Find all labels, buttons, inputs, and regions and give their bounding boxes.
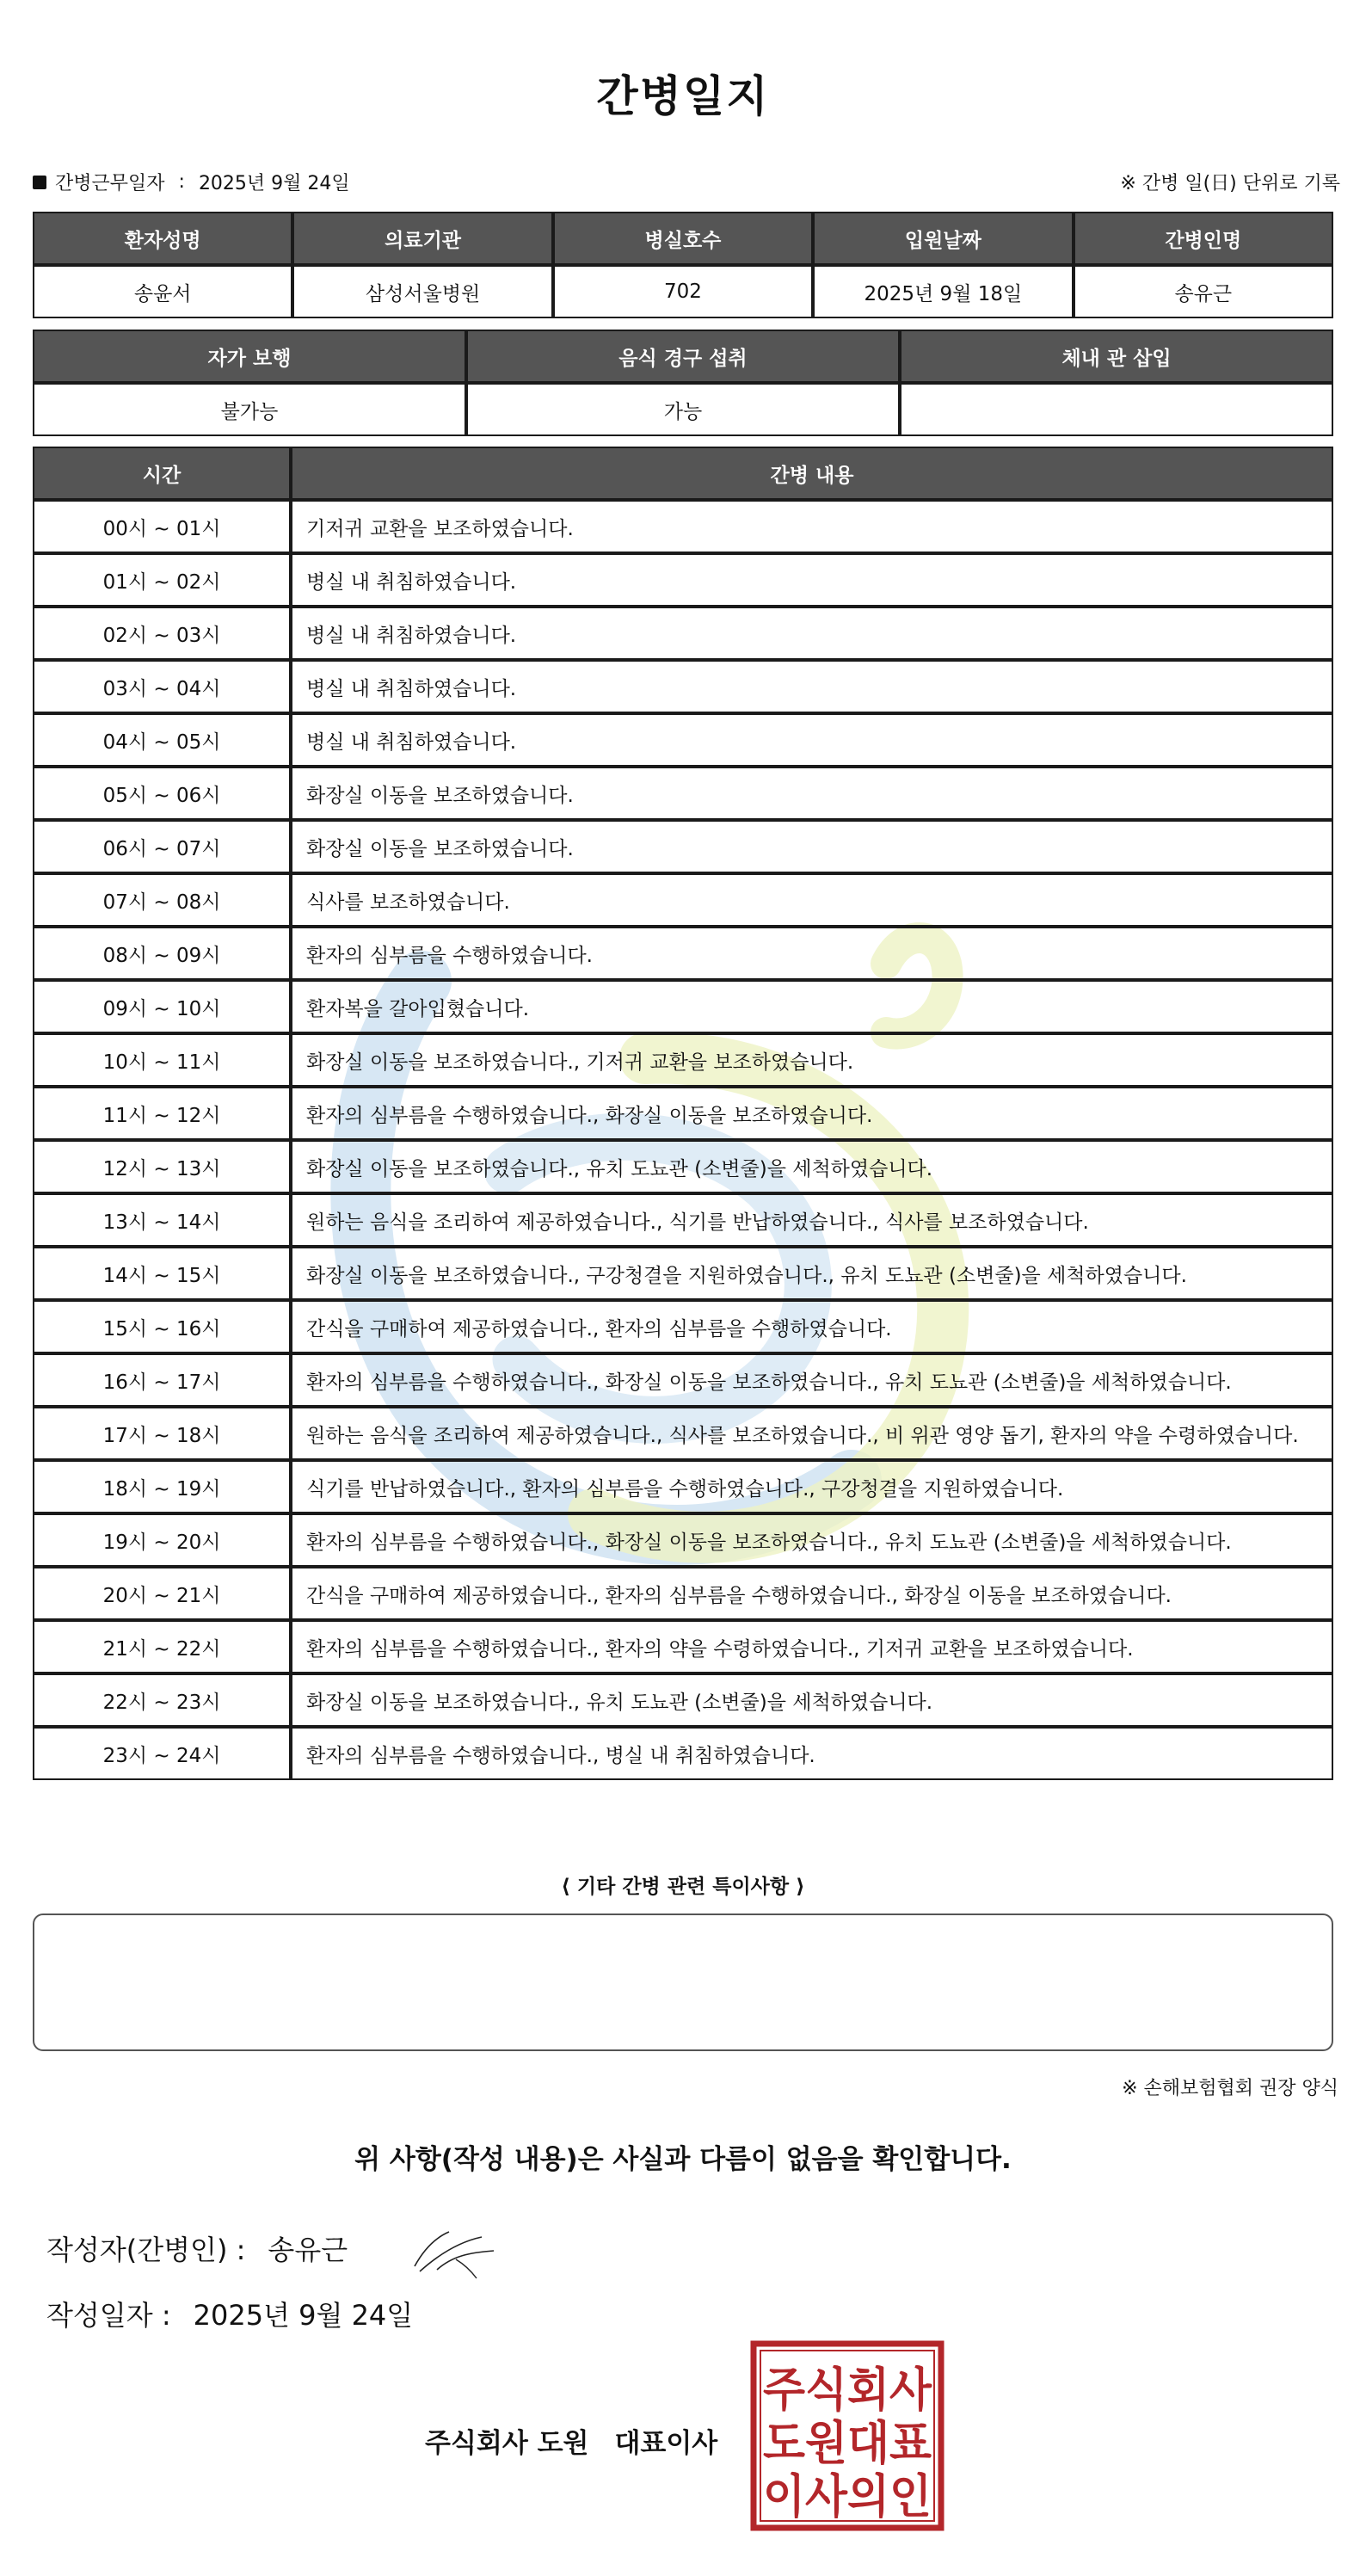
table-row xyxy=(33,873,1333,927)
seal-text-line: 이사의인 xyxy=(763,2469,932,2524)
time-slot: 12시 ~ 13시 xyxy=(33,1140,291,1193)
time-slot: 08시 ~ 09시 xyxy=(33,927,291,980)
patient-info-table xyxy=(33,212,1333,318)
hospital-name: 삼성서울병원 xyxy=(292,265,552,318)
care-content: 환자의 심부름을 수행하였습니다., 병실 내 취침하였습니다. xyxy=(291,1727,1333,1780)
writer-label: 작성자(간병인) : xyxy=(46,2234,246,2266)
document-title: 간병일지 xyxy=(596,71,770,121)
table-row xyxy=(33,265,1333,318)
work-date-value: 2025년 9월 24일 xyxy=(198,173,350,194)
table-row xyxy=(33,383,1333,436)
write-date-value: 2025년 9월 24일 xyxy=(193,2299,414,2332)
header-caregiver-name: 간병인명 xyxy=(1074,212,1333,265)
table-row xyxy=(33,1353,1333,1407)
confirmation-statement: 위 사항(작성 내용)은 사실과 다름이 없음을 확인합니다. xyxy=(354,2144,1012,2175)
time-slot: 23시 ~ 24시 xyxy=(33,1727,291,1780)
time-slot: 07시 ~ 08시 xyxy=(33,873,291,927)
table-row xyxy=(33,1140,1333,1193)
self-walking-value: 불가능 xyxy=(33,383,466,436)
time-slot: 17시 ~ 18시 xyxy=(33,1407,291,1460)
time-slot: 05시 ~ 06시 xyxy=(33,767,291,820)
care-content: 기저귀 교환을 보조하였습니다. xyxy=(291,500,1333,553)
table-row xyxy=(33,553,1333,607)
table-row xyxy=(33,713,1333,767)
table-row xyxy=(33,1620,1333,1673)
oral-intake-value: 가능 xyxy=(466,383,900,436)
table-header-row xyxy=(33,447,1333,500)
care-content: 화장실 이동을 보조하였습니다., 유치 도뇨관 (소변줄)을 세척하였습니다. xyxy=(291,1140,1333,1193)
time-slot: 21시 ~ 22시 xyxy=(33,1620,291,1673)
writer-name: 송유근 xyxy=(268,2234,348,2266)
form-source-note: ※ 손해보험협회 권장 양식 xyxy=(1122,2078,1338,2099)
time-slot: 00시 ~ 01시 xyxy=(33,500,291,553)
care-content: 병실 내 취침하였습니다. xyxy=(291,660,1333,713)
table-row xyxy=(33,1193,1333,1247)
room-number: 702 xyxy=(553,265,813,318)
table-header-row xyxy=(33,212,1333,265)
care-log-table xyxy=(33,447,1333,1780)
caregiver-name: 송유근 xyxy=(1074,265,1333,318)
care-content: 간식을 구매하여 제공하였습니다., 환자의 심부름을 수행하였습니다. xyxy=(291,1300,1333,1353)
company-signature xyxy=(425,2421,717,2460)
handwritten-signature xyxy=(408,2222,502,2282)
care-content: 식사를 보조하였습니다. xyxy=(291,873,1333,927)
time-slot: 20시 ~ 21시 xyxy=(33,1567,291,1620)
time-slot: 16시 ~ 17시 xyxy=(33,1353,291,1407)
time-slot: 03시 ~ 04시 xyxy=(33,660,291,713)
table-header-row xyxy=(33,330,1333,383)
care-content: 화장실 이동을 보조하였습니다. xyxy=(291,820,1333,873)
care-content: 병실 내 취침하였습니다. xyxy=(291,713,1333,767)
work-date-label: 간병근무일자 xyxy=(55,173,165,194)
time-slot: 10시 ~ 11시 xyxy=(33,1033,291,1087)
header-self-walking: 자가 보행 xyxy=(33,330,466,383)
care-content: 화장실 이동을 보조하였습니다., 기저귀 교환을 보조하였습니다. xyxy=(291,1033,1333,1087)
work-date-separator: : xyxy=(178,171,185,193)
care-content: 식기를 반납하였습니다., 환자의 심부름을 수행하였습니다., 구강청결을 지원하였습니다. xyxy=(291,1460,1333,1513)
table-row xyxy=(33,1727,1333,1780)
care-log-body xyxy=(33,500,1333,1780)
time-slot: 06시 ~ 07시 xyxy=(33,820,291,873)
header-tube-insertion: 체내 관 삽입 xyxy=(900,330,1333,383)
table-row xyxy=(33,1673,1333,1727)
table-row xyxy=(33,1513,1333,1567)
table-row xyxy=(33,1247,1333,1300)
care-content: 환자의 심부름을 수행하였습니다., 화장실 이동을 보조하였습니다., 유치 도뇨관 (소변줄)을 세척하였습니다. xyxy=(291,1513,1333,1567)
time-slot: 14시 ~ 15시 xyxy=(33,1247,291,1300)
header-time: 시간 xyxy=(33,447,291,500)
time-slot: 15시 ~ 16시 xyxy=(33,1300,291,1353)
care-content: 원하는 음식을 조리하여 제공하였습니다., 식사를 보조하였습니다., 비 위관 영양 돕기, 환자의 약을 수령하였습니다. xyxy=(291,1407,1333,1460)
care-content: 화장실 이동을 보조하였습니다., 구강청결을 지원하였습니다., 유치 도뇨관 (소변줄)을 세척하였습니다. xyxy=(291,1247,1333,1300)
seal-text-line: 주식회사 xyxy=(763,2363,932,2417)
company-title: 대표이사 xyxy=(614,2428,718,2459)
header-patient-name: 환자성명 xyxy=(33,212,292,265)
header-hospital: 의료기관 xyxy=(292,212,552,265)
admission-date: 2025년 9월 18일 xyxy=(813,265,1073,318)
time-slot: 09시 ~ 10시 xyxy=(33,980,291,1033)
time-slot: 18시 ~ 19시 xyxy=(33,1460,291,1513)
header-admission-date: 입원날짜 xyxy=(813,212,1073,265)
table-row xyxy=(33,820,1333,873)
notes-title: ⟨ 기타 간병 관련 특이사항 ⟩ xyxy=(561,1876,805,1898)
time-slot: 22시 ~ 23시 xyxy=(33,1673,291,1727)
write-date-row xyxy=(46,2294,413,2333)
care-content: 환자의 심부름을 수행하였습니다., 환자의 약을 수령하였습니다., 기저귀 교환을 보조하였습니다. xyxy=(291,1620,1333,1673)
care-content: 화장실 이동을 보조하였습니다., 유치 도뇨관 (소변줄)을 세척하였습니다. xyxy=(291,1673,1333,1727)
header-care-content: 간병 내용 xyxy=(291,447,1333,500)
header-room-number: 병실호수 xyxy=(553,212,813,265)
table-row xyxy=(33,1300,1333,1353)
unit-note: ※ 간병 일(日) 단위로 기록 xyxy=(1120,173,1340,194)
time-slot: 04시 ~ 05시 xyxy=(33,713,291,767)
table-row xyxy=(33,1087,1333,1140)
time-slot: 13시 ~ 14시 xyxy=(33,1193,291,1247)
table-row xyxy=(33,1567,1333,1620)
tube-insertion-value xyxy=(900,383,1333,436)
table-row xyxy=(33,1460,1333,1513)
patient-status-table xyxy=(33,330,1333,436)
care-content: 병실 내 취침하였습니다. xyxy=(291,607,1333,660)
time-slot: 19시 ~ 20시 xyxy=(33,1513,291,1567)
table-row xyxy=(33,500,1333,553)
patient-name: 송윤서 xyxy=(33,265,292,318)
company-name: 주식회사 도원 xyxy=(425,2428,589,2459)
care-content: 환자복을 갈아입혔습니다. xyxy=(291,980,1333,1033)
time-slot: 11시 ~ 12시 xyxy=(33,1087,291,1140)
seal-text-line: 도원대표 xyxy=(763,2416,932,2470)
table-row xyxy=(33,660,1333,713)
care-content: 환자의 심부름을 수행하였습니다., 화장실 이동을 보조하였습니다., 유치 도뇨관 (소변줄)을 세척하였습니다. xyxy=(291,1353,1333,1407)
care-content: 간식을 구매하여 제공하였습니다., 환자의 심부름을 수행하였습니다., 화장실 이동을 보조하였습니다. xyxy=(291,1567,1333,1620)
writer-row xyxy=(46,2228,348,2268)
table-row xyxy=(33,1407,1333,1460)
time-slot: 02시 ~ 03시 xyxy=(33,607,291,660)
write-date-label: 작성일자 : xyxy=(46,2299,171,2332)
table-row xyxy=(33,767,1333,820)
time-slot: 01시 ~ 02시 xyxy=(33,553,291,607)
care-content: 병실 내 취침하였습니다. xyxy=(291,553,1333,607)
work-date-row xyxy=(33,169,350,195)
notes-box xyxy=(33,1914,1333,2051)
square-bullet-icon xyxy=(33,176,46,189)
header-oral-intake: 음식 경구 섭취 xyxy=(466,330,900,383)
table-row xyxy=(33,607,1333,660)
table-row xyxy=(33,927,1333,980)
company-seal-stamp xyxy=(750,2340,945,2531)
table-row xyxy=(33,980,1333,1033)
care-content: 원하는 음식을 조리하여 제공하였습니다., 식기를 반납하였습니다., 식사를 보조하였습니다. xyxy=(291,1193,1333,1247)
care-content: 환자의 심부름을 수행하였습니다., 화장실 이동을 보조하였습니다. xyxy=(291,1087,1333,1140)
care-content: 환자의 심부름을 수행하였습니다. xyxy=(291,927,1333,980)
care-content: 화장실 이동을 보조하였습니다. xyxy=(291,767,1333,820)
table-row xyxy=(33,1033,1333,1087)
